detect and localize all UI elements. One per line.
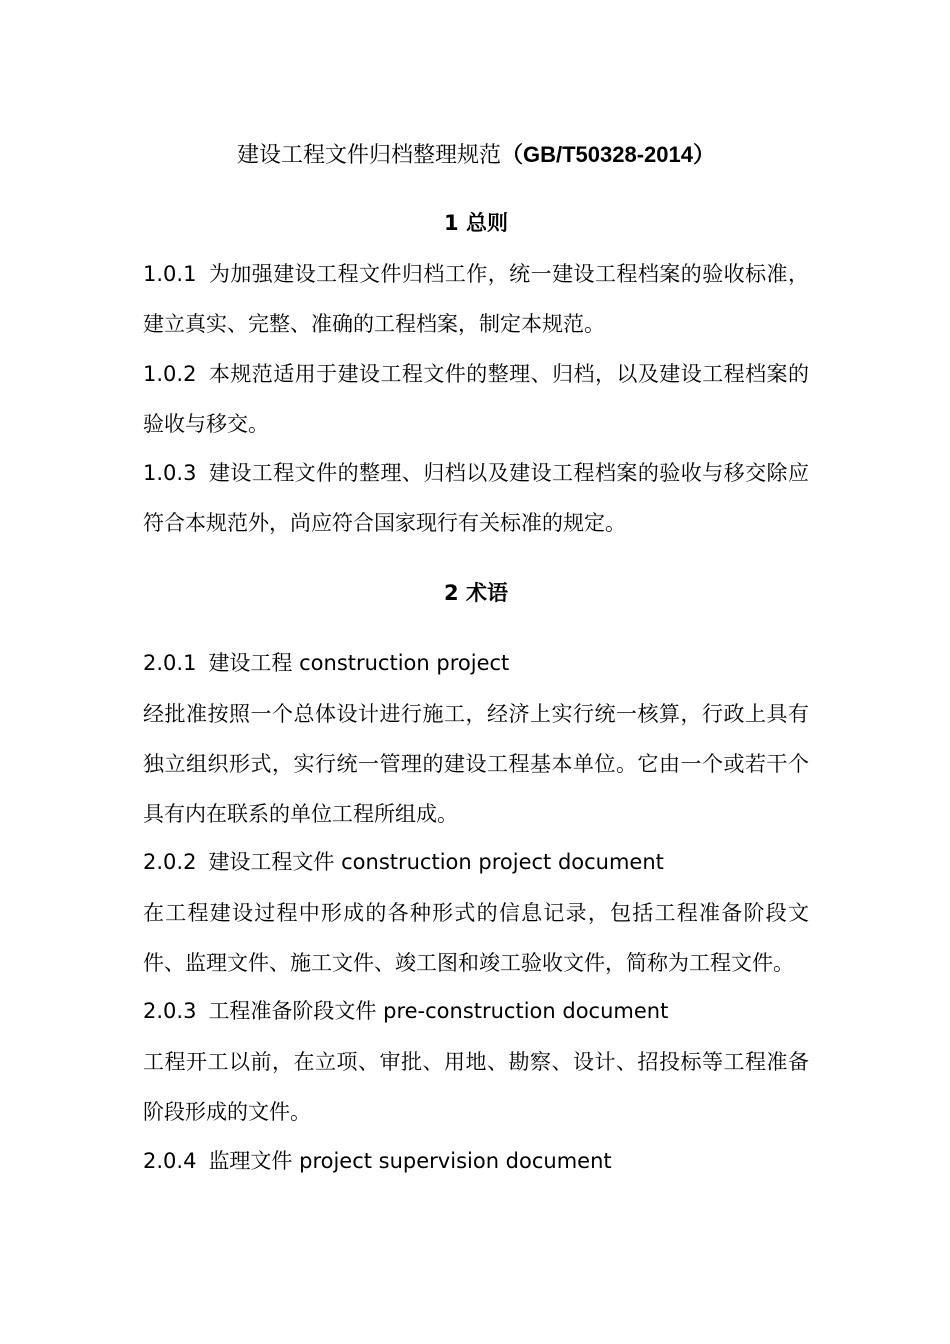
term-2-0-2-definition: 在工程建设过程中形成的各种形式的信息记录，包括工程准备阶段文件、监理文件、施工文件、竣工图和竣工验收文件，简称为工程文件。 [143, 901, 809, 975]
clause-text: 为加强建设工程文件归档工作，统一建设工程档案的验收标准，建立真实、完整、准确的工程档案，制定本规范。 [143, 262, 809, 336]
clause-1-0-1 [143, 249, 809, 349]
standard-code: （GB/T50328-2014） [501, 142, 715, 167]
term-2-0-3 [143, 994, 809, 1028]
term-name: 监理文件 project supervision document [208, 1149, 612, 1173]
term-2-0-2 [143, 845, 809, 879]
clause-number: 1.0.2 [143, 362, 197, 386]
clause-text: 建设工程文件的整理、归档以及建设工程档案的验收与移交除应符合本规范外，尚应符合国家现行有关标准的规定。 [143, 461, 809, 535]
term-name: 建设工程文件 construction project document [208, 850, 664, 874]
term-number: 2.0.1 [143, 651, 197, 675]
term-2-0-1-definition: 经批准按照一个总体设计进行施工，经济上实行统一核算，行政上具有独立组织形式，实行统一管理的建设工程基本单位。它由一个或若干个具有内在联系的单位工程所组成。 [143, 702, 809, 826]
term-number: 2.0.3 [143, 999, 197, 1023]
term-number: 2.0.4 [143, 1149, 197, 1173]
term-name: 工程准备阶段文件 pre-construction document [208, 999, 669, 1023]
term-number: 2.0.2 [143, 850, 197, 874]
clause-number: 1.0.3 [143, 461, 197, 485]
term-2-0-1 [143, 646, 809, 680]
section-heading-general: 1 总则 [444, 211, 508, 235]
term-name: 建设工程 construction project [208, 651, 510, 675]
title-text: 建设工程文件归档整理规范 [236, 143, 501, 168]
clause-1-0-3 [143, 448, 809, 548]
clause-1-0-2 [143, 349, 809, 449]
term-2-0-3-definition: 工程开工以前，在立项、审批、用地、勘察、设计、招投标等工程准备阶段形成的文件。 [143, 1050, 809, 1124]
term-2-0-4 [143, 1144, 809, 1178]
clause-number: 1.0.1 [143, 262, 197, 286]
section-heading-terms: 2 术语 [444, 581, 508, 605]
document-title [143, 138, 809, 173]
clause-text: 本规范适用于建设工程文件的整理、归档，以及建设工程档案的验收与移交。 [143, 362, 809, 436]
